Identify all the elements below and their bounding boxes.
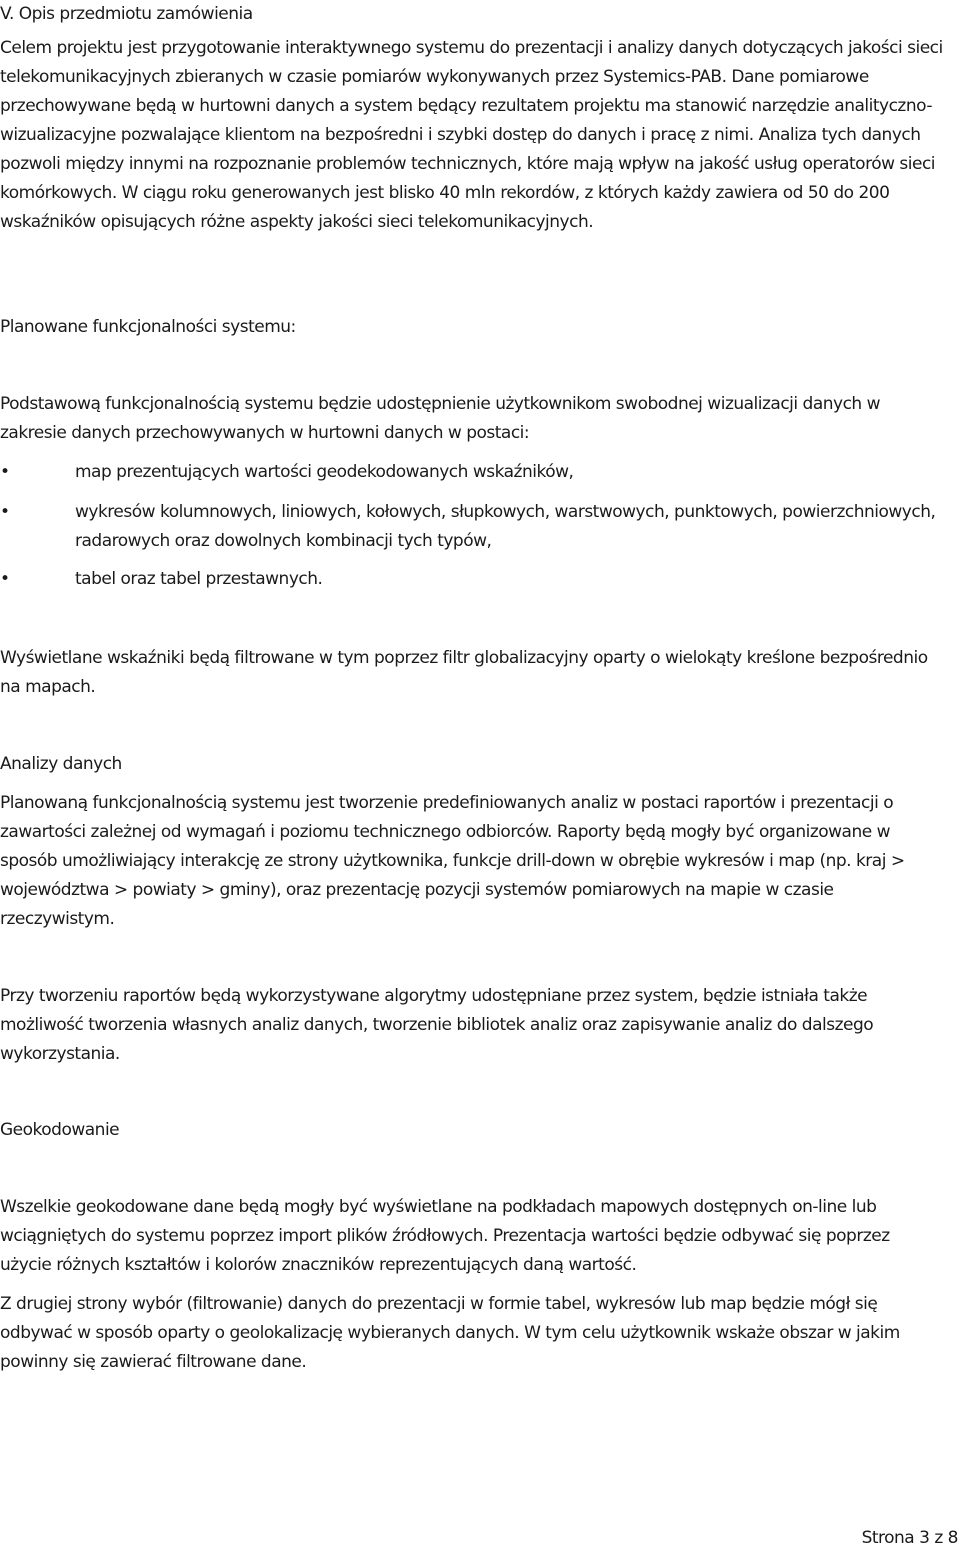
bullet-icon: • [0,569,10,589]
bullet-icon: • [0,502,10,522]
list-item-text: wykresów kolumnowych, liniowych, kołowych, słupkowych, warstwowych, punktowych, powierzchniowych, radarowych oraz dowolnych kombinacji tych typów, [75,502,936,551]
list-item-text: tabel oraz tabel przestawnych. [75,569,323,589]
planned-functions-intro: Podstawową funkcjonalnością systemu będzie udostępnienie użytkownikom swobodnej wizualizacji danych w zakresie danych przechowywanych w hurtowni danych w postaci: [0,394,881,443]
geocoding-paragraph-1: Wszelkie geokodowane dane będą mogły być wyświetlane na podkładach mapowych dostępnych on-line lub wciągniętych do systemu poprzez import plików źródłowych. Prezentacja wartości będzie odbywać się poprzez użycie różnych kształtów i kolorów znaczników reprezentujących daną wartość. [0,1197,890,1275]
bullet-icon: • [0,462,10,482]
analysis-paragraph-1: Planowaną funkcjonalnością systemu jest tworzenie predefiniowanych analiz w postaci raportów i prezentacji o zawartości zależnej od wymagań i poziomu technicznego odbiorców. Raporty będą mogły być organizowane w sposób umożliwiający interakcję ze strony użytkownika, funkcje drill-down w obrębie wykresów i map (np. kraj > województwa > powiaty > gminy), oraz prezentację pozycji systemów pomiarowych na mapie w czasie rzeczywistym. [0,793,905,929]
list-item [0,565,945,594]
geocoding-heading: Geokodowanie [0,1120,120,1140]
analysis-paragraph-2: Przy tworzeniu raportów będą wykorzystywane algorytmy udostępniane przez system, będzie istniała także możliwość tworzenia własnych analiz danych, tworzenie bibliotek analiz oraz zapisywanie analiz do dalszego wykorzystania. [0,986,874,1064]
section-title: V. Opis przedmiotu zamówienia [0,4,253,24]
planned-functions-heading: Planowane funkcjonalności systemu: [0,317,296,337]
analysis-heading: Analizy danych [0,754,122,774]
geocoding-paragraph-2: Z drugiej strony wybór (filtrowanie) danych do prezentacji w formie tabel, wykresów lub map będzie mógł się odbywać w sposób oparty o geolokalizację wybieranych danych. W tym celu użytkownik wskaże obszar w jakim powinny się zawierać filtrowane dane. [0,1294,900,1372]
list-item [0,498,945,556]
list-item [0,458,945,487]
intro-paragraph: Celem projektu jest przygotowanie interaktywnego systemu do prezentacji i analizy danych dotyczących jakości sieci telekomunikacyjnych zbieranych w czasie pomiarów wykonywanych przez Systemics-PAB. Dane pomiarowe przechowywane będą w hurtowni danych a system będący rezultatem projektu ma stanowić narzędzie analityczno-wizualizacyjne pozwalające klientom na bezpośredni i szybki dostęp do danych i pracę z nimi. Analiza tych danych pozwoli między innymi na rozpoznanie problemów technicznych, które mają wpływ na jakość usług operatorów sieci komórkowych. W ciągu roku generowanych jest blisko 40 mln rekordów, z których każdy zawiera od 50 do 200 wskaźników opisujących różne aspekty jakości sieci telekomunikacyjnych. [0,38,943,232]
page-number: Strona 3 z 8 [861,1528,958,1548]
filter-paragraph: Wyświetlane wskaźniki będą filtrowane w tym poprzez filtr globalizacyjny oparty o wielokąty kreślone bezpośrednio na mapach. [0,648,928,697]
list-item-text: map prezentujących wartości geodekodowanych wskaźników, [75,462,574,482]
